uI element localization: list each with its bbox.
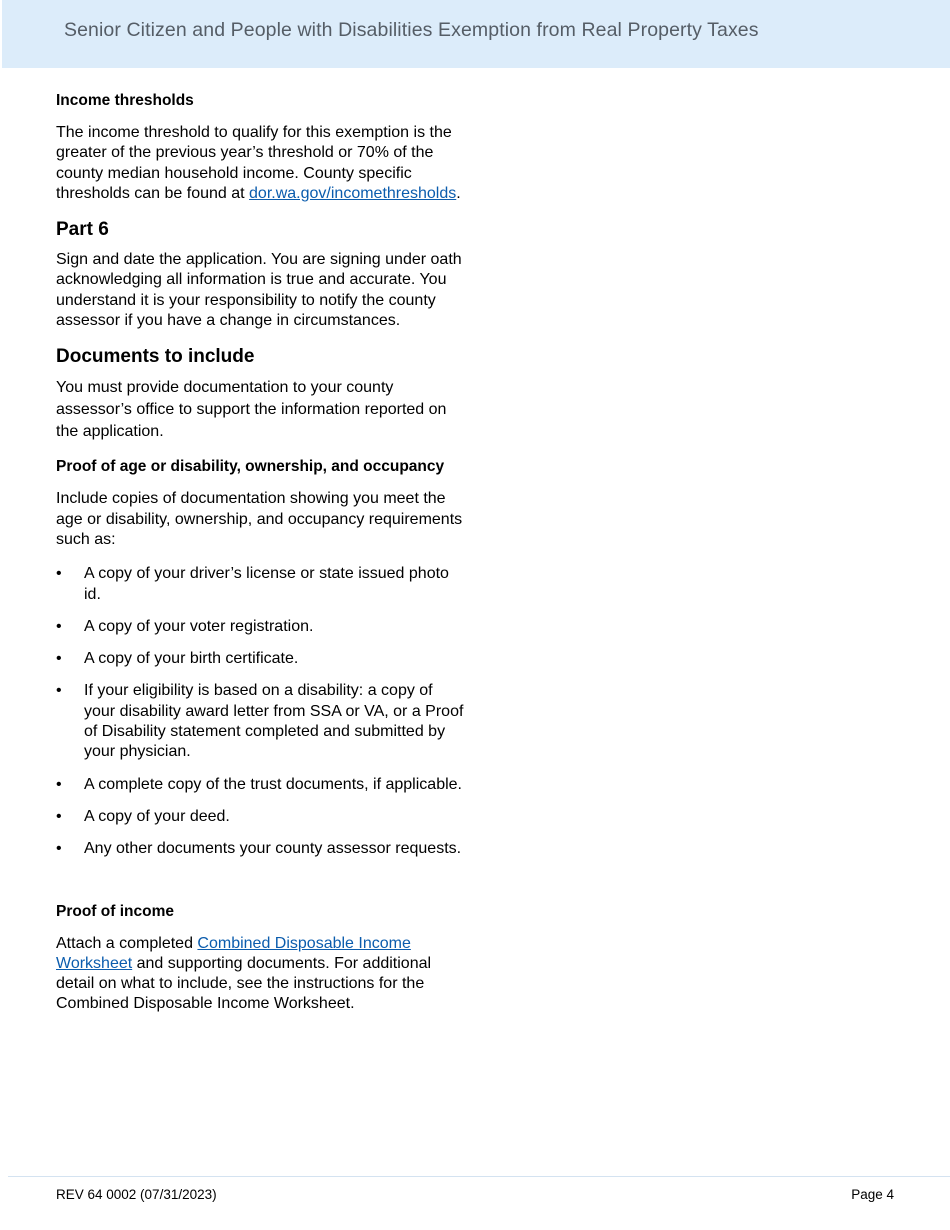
- proof-age-intro: Include copies of documentation showing you meet the age or disability, ownership, and occupancy requirements such as:: [56, 490, 463, 548]
- list-item-text: A complete copy of the trust documents, if applicable.: [84, 775, 462, 793]
- list-item-text: A copy of your driver’s license or state issued photo id.: [84, 565, 449, 603]
- income-thresholds-text: [56, 123, 464, 204]
- list-item-text: A copy of your voter registration.: [84, 617, 314, 635]
- list-item: [56, 775, 464, 795]
- income-thresholds-link[interactable]: dor.wa.gov/incomethresholds: [249, 184, 457, 202]
- list-item-text: Any other documents your county assessor requests.: [84, 840, 462, 858]
- list-item: [56, 649, 464, 669]
- income-worksheet-link[interactable]: Combined Disposable Income Worksheet: [56, 934, 411, 972]
- proof-age-list: [56, 564, 464, 859]
- bullet-icon: •: [56, 565, 62, 583]
- income-thresholds-body: The income threshold to qualify for this exemption is the greater of the previous year’s threshold or 70% of the county median household income. County specific thresholds can be found at: [56, 124, 452, 202]
- bullet-icon: •: [56, 840, 62, 858]
- documents-heading: Documents to include: [56, 346, 255, 368]
- list-item: [56, 681, 464, 762]
- proof-income-body-start: Attach a completed: [56, 934, 198, 952]
- page-header: [2, 0, 950, 68]
- list-item: [56, 617, 464, 637]
- bullet-icon: •: [56, 682, 62, 700]
- proof-age-heading: Proof of age or disability, ownership, and occupancy: [56, 458, 445, 476]
- form-id: REV 64 0002 (07/31/2023): [56, 1187, 217, 1202]
- documents-text: You must provide documentation to your county assessor’s office to support the information reported on the application.: [56, 379, 447, 441]
- document-title: Senior Citizen and People with Disabilities Exemption from Real Property Taxes: [64, 19, 759, 41]
- income-thresholds-heading: Income thresholds: [56, 92, 194, 109]
- part6-heading: Part 6: [56, 219, 109, 241]
- bullet-icon: •: [56, 807, 62, 825]
- bullet-icon: •: [56, 617, 62, 635]
- proof-income-text: [56, 934, 464, 1015]
- part6-text: Sign and date the application. You are signing under oath acknowledging all information is true and accurate. You understand it is your responsibility to notify the county assessor if you have a change in circumstances.: [56, 251, 462, 330]
- footer-divider: [8, 1176, 950, 1177]
- proof-income-heading: Proof of income: [56, 902, 174, 920]
- bullet-icon: •: [56, 650, 62, 668]
- list-item-text: A copy of your birth certificate.: [84, 650, 299, 668]
- proof-income-body-end: and supporting documents. For additional detail on what to include, see the instructions for the Combined Disposable Income Worksheet.: [56, 954, 432, 1013]
- bullet-icon: •: [56, 775, 62, 793]
- list-item-text: If your eligibility is based on a disability: a copy of your disability award letter from SSA or VA, or a Proof of Disability statement completed and submitted by your physician.: [84, 682, 464, 761]
- list-item: [56, 807, 464, 827]
- list-item-text: A copy of your deed.: [84, 807, 230, 825]
- main-column: [56, 91, 464, 1029]
- list-item: [56, 564, 464, 605]
- list-item: [56, 839, 464, 859]
- page-number: Page 4: [851, 1187, 894, 1202]
- income-thresholds-period: .: [456, 184, 461, 202]
